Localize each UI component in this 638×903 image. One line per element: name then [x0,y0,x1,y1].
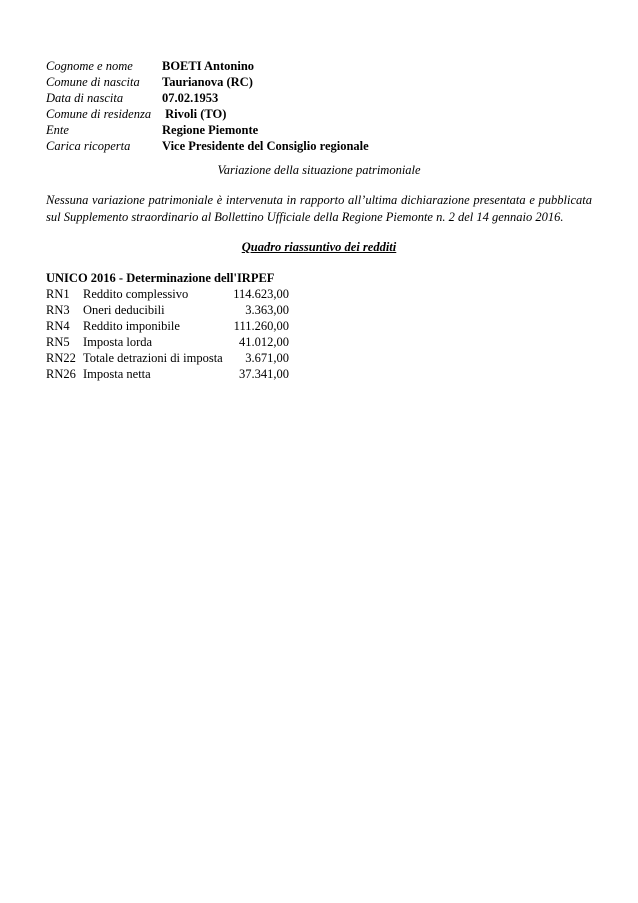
info-value: Vice Presidente del Consiglio regionale [162,139,369,153]
info-row [46,138,369,154]
row-code: RN3 [46,303,70,317]
income-table [46,286,289,382]
table-row [46,318,289,334]
row-amount: 3.363,00 [245,303,289,317]
row-description: Totale detrazioni di imposta [83,351,223,365]
info-label: Comune di residenza [46,107,152,121]
patrimonial-section-text: Nessuna variazione patrimoniale è intervenuta in rapporto all’ultima dichiarazione presentata e pubblicata sul Supplemento straordinario al Bollettino Ufficiale della Regione Piemonte n. 2 del 14 gennaio 2016. [46,193,592,224]
info-row [46,58,369,74]
info-value: 07.02.1953 [162,91,219,105]
document-page [46,58,592,382]
info-row [46,90,369,106]
row-code: RN26 [46,367,76,381]
row-amount: 3.671,00 [245,351,289,365]
income-section-title: Quadro riassuntivo dei redditi [241,240,397,254]
row-description: Imposta lorda [83,335,153,349]
info-label: Comune di nascita [46,75,140,89]
info-row [46,74,369,90]
table-row [46,366,289,382]
table-row [46,334,289,350]
row-amount: 111.260,00 [233,319,289,333]
personal-info-table [46,58,369,154]
info-value: Rivoli (TO) [162,107,227,121]
row-code: RN5 [46,335,70,349]
info-row [46,122,369,138]
row-amount: 37.341,00 [239,367,289,381]
row-code: RN4 [46,319,70,333]
info-label: Data di nascita [46,91,124,105]
income-table-header: UNICO 2016 - Determinazione dell'IRPEF [46,271,275,285]
info-label: Carica ricoperta [46,139,131,153]
info-label: Ente [46,123,69,137]
info-value: Taurianova (RC) [162,75,253,89]
row-code: RN1 [46,287,70,301]
row-description: Imposta netta [83,367,151,381]
row-description: Reddito imponibile [83,319,180,333]
table-row [46,302,289,318]
info-row [46,106,369,122]
patrimonial-section-title: Variazione della situazione patrimoniale [217,163,421,177]
info-label: Cognome e nome [46,59,133,73]
row-description: Oneri deducibili [83,303,165,317]
row-description: Reddito complessivo [83,287,189,301]
info-value: BOETI Antonino [162,59,255,73]
row-amount: 114.623,00 [233,287,289,301]
row-code: RN22 [46,351,76,365]
info-value: Regione Piemonte [162,123,259,137]
row-amount: 41.012,00 [239,335,289,349]
table-row [46,350,289,366]
table-row [46,286,289,302]
